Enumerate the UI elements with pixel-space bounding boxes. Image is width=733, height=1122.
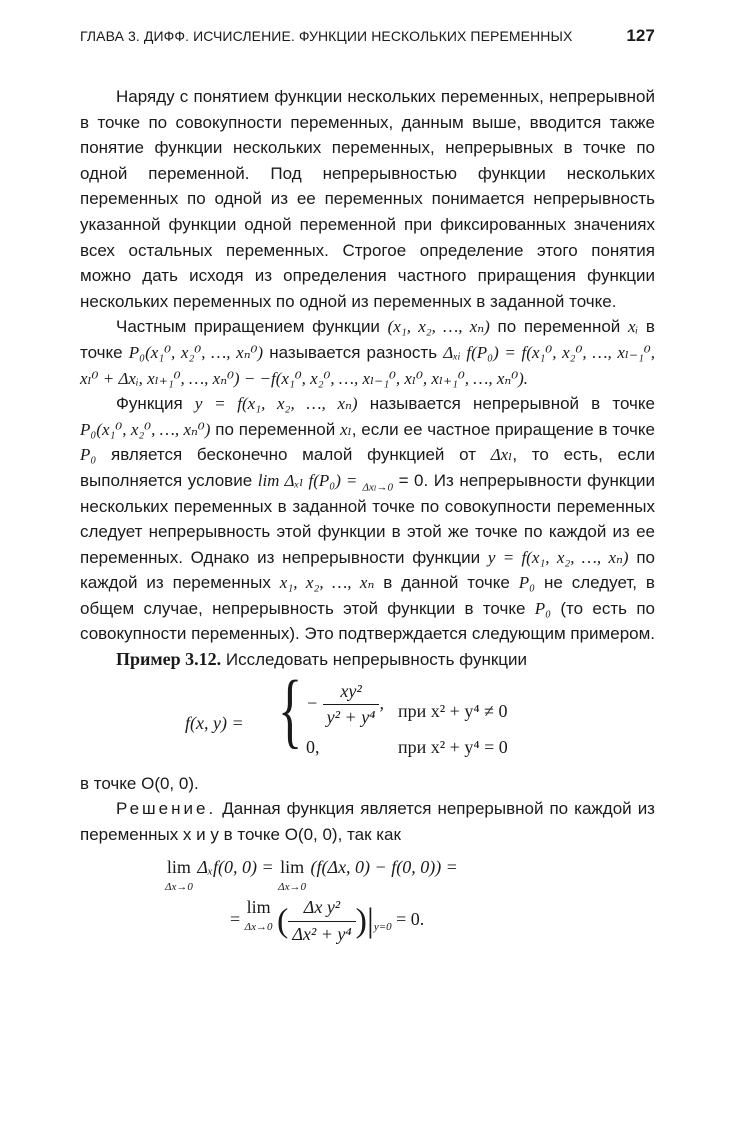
- running-head: [80, 28, 655, 52]
- piecewise-function: [80, 663, 655, 769]
- case-2-value: 0,: [306, 736, 320, 757]
- solution-label: Решение.: [116, 799, 217, 819]
- example-label: Пример 3.12.: [116, 649, 222, 670]
- example-task: Исследовать непрерывность функции: [225, 650, 527, 670]
- solution-paragraph: [80, 796, 655, 847]
- left-paren-symbol: (: [277, 902, 289, 940]
- paragraph-intro: Наряду с понятием функции нескольких переменных, непрерывной в точке по совокупности переменных, данным выше, вводится также понятие функции нескольких переменных, непрерывных в точке по одной переменной. Под непрерывностью функции нескольких переменных по одной из ее переменных понимается непрерывность указанной функции одной переменной при фиксированных значениях всех остальных переменных. Строгое определение этого понятия можно дать исходя из определения частного приращения функции нескольких переменных по одной из переменных в заданной точке.: [80, 87, 655, 311]
- running-title: ГЛАВА 3. ДИФФ. ИСЧИСЛЕНИЕ. ФУНКЦИИ НЕСКОЛЬКИХ ПЕРЕМЕННЫХ: [80, 28, 573, 44]
- case-1-numerator: xy²: [323, 679, 380, 706]
- right-paren-symbol: ): [355, 902, 367, 940]
- solution-text: Данная функция является непрерывной по каждой из переменных x и y в точке O(0, 0), так как: [80, 799, 655, 844]
- at-point-text: в точке O(0, 0).: [80, 773, 199, 793]
- page-number: 127: [626, 26, 655, 45]
- case-1-denominator: y² + y⁴: [326, 707, 376, 728]
- limit-condition: lim Δₓₗ f(P₀) = $_{\Delta x_l\to 0}$: [257, 470, 394, 494]
- case-2-condition: при x² + y⁴ = 0: [398, 736, 508, 757]
- body-text: [80, 84, 655, 963]
- limit-line-2: = lim Δx→0 ( $\frac{\text{Δx y²}}{\text{Δx² + y⁴}}$ )$|_{y=0} = 0$.: [230, 895, 424, 947]
- limit-numerator: Δx y²: [288, 895, 355, 922]
- left-brace-symbol: {: [278, 663, 303, 757]
- case-1-expression: − $\frac{\text{xy²}}{\text{y² + y⁴}}$ ,: [306, 679, 384, 731]
- partial-increment-formula: Δₓᵢ f(P₀) = f(x₁⁰, x₂⁰, …, xₗ₋₁⁰, xₗ⁰ + Δxᵢ, xₗ₊₁⁰, …, xₙ⁰) − −f(x₁⁰, x₂⁰, …, xₗ₋₁⁰, xₗ⁰, xₗ₊₁⁰, …, xₙ⁰).: [80, 342, 655, 388]
- paragraph-partial-increment: Частным приращением функции (x₁, x₂, …, xₙ) по переменной xᵢ в точке P₀(x₁⁰, x₂⁰, …, xₙ⁰) называется разность Δₓᵢ f(P₀) = f(x₁⁰, x₂⁰, …, xₗ₋₁⁰, xₗ⁰ + Δxᵢ, xₗ₊₁⁰, …, xₙ⁰) − −f(x₁⁰, x₂⁰, …, xₗ₋₁⁰, xₗ⁰, xₗ₊₁⁰, …, xₙ⁰).: [80, 317, 655, 388]
- limit-derivation: [80, 851, 655, 963]
- limit-line-1: lim Δx→0 Δₓf(0, 0) = lim Δx→0 (f(Δx, 0) − f(0, 0)) =: [165, 857, 458, 894]
- function-lhs: f(x, y) =: [185, 712, 244, 733]
- example-heading: [80, 647, 655, 673]
- limit-denominator: Δx² + y⁴: [292, 924, 352, 945]
- evaluation-bar-symbol: |: [367, 902, 374, 940]
- book-page: [80, 22, 655, 1102]
- case-1-condition: при x² + y⁴ ≠ 0: [398, 700, 508, 721]
- paragraph-continuity-definition: Функция y = f(x₁, x₂, …, xₙ) называется непрерывной в точке P₀(x₁⁰, x₂⁰, …, xₙ⁰) по переменной xₗ, если ее частное приращение в точке P₀ является бесконечно малой функцией от Δxₗ, то есть, если выполняется условие lim Δₓₗ f(P₀) = $_{\Delta x_l\to 0}$ = 0. Из непрерывности функции нескольких переменных в заданной точке по совокупности переменных следует непрерывность этой функции в этой же точке по каждой из ее переменных. Однако из непрерывности функции y = f(x₁, x₂, …, xₙ) по каждой из переменных x₁, x₂, …, xₙ в данной точке P₀ не следует, в общем случае, непрерывность этой функции в точке P₀ (то есть по совокупности переменных). Это подтверждается следующим примером.: [80, 394, 656, 644]
